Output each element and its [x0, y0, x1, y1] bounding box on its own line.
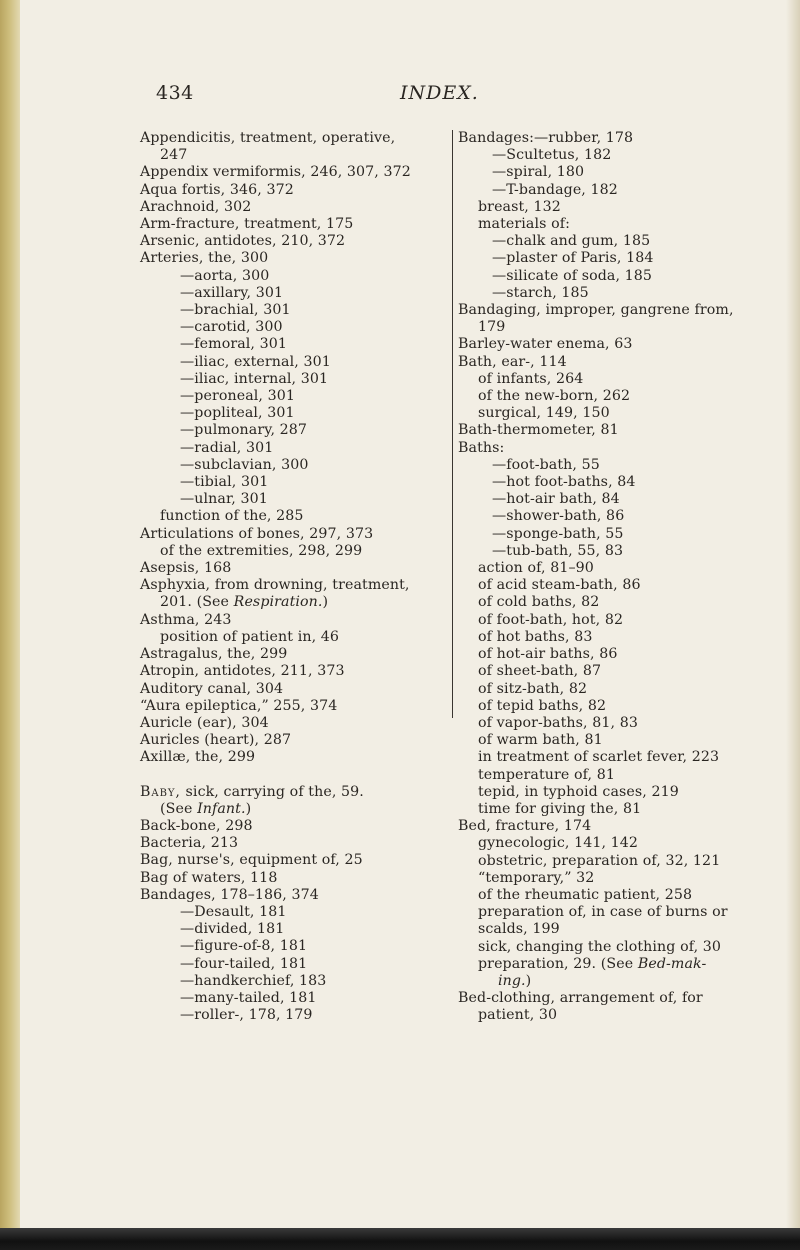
entry-text: of sitz-bath, 82: [478, 680, 588, 697]
index-entry: [140, 250, 444, 267]
entry-text: 247: [160, 147, 188, 164]
index-entry: [140, 268, 444, 285]
index-entry: [140, 457, 444, 474]
index-entry: [458, 818, 770, 835]
entry-text: position of patient in, 46: [160, 628, 340, 645]
index-entry: [140, 990, 444, 1007]
entry-text: —ulnar, 301: [180, 491, 268, 508]
entry-text: Bandages, 178–186, 374: [140, 886, 319, 903]
entry-text: —T-bandage, 182: [492, 181, 618, 198]
index-entry: [140, 749, 444, 766]
index-entry: [458, 990, 770, 1007]
index-entry: [140, 801, 444, 818]
entry-text: Auricle (ear), 304: [140, 714, 269, 731]
index-entry: [140, 285, 444, 302]
index-entry: [140, 921, 444, 938]
entry-text-suffix: ): [322, 594, 329, 611]
index-entry: [458, 285, 770, 302]
entry-text: —shower-bath, 86: [492, 508, 625, 525]
entry-text: Barley-water enema, 63: [458, 336, 633, 353]
page-header: [0, 82, 800, 112]
index-entry: [458, 681, 770, 698]
entry-text: —foot-bath, 55: [492, 456, 600, 473]
index-entry: [458, 302, 770, 319]
entry-text: —iliac, external, 301: [180, 353, 331, 370]
column-divider: [452, 130, 453, 718]
entry-text: (See: [160, 800, 198, 817]
index-entry: [458, 870, 770, 887]
index-entry: [140, 199, 444, 216]
index-entry: [140, 405, 444, 422]
entry-text: —iliac, internal, 301: [180, 370, 329, 387]
index-entry: [458, 164, 770, 181]
entry-text: Asepsis, 168: [140, 560, 232, 577]
entry-text: temperature of, 81: [478, 766, 615, 783]
index-entry: [458, 749, 770, 766]
index-entry: [140, 732, 444, 749]
entry-text: —spiral, 180: [492, 164, 585, 181]
index-entry: [458, 973, 770, 990]
index-entry: [140, 629, 444, 646]
index-entry: [140, 354, 444, 371]
index-entry: [458, 474, 770, 491]
entry-text: of tepid baths, 82: [478, 697, 607, 714]
entry-text: surgical, 149, 150: [478, 405, 610, 422]
index-entry: [458, 508, 770, 525]
index-entry: [140, 422, 444, 439]
index-entry: [458, 560, 770, 577]
entry-text: obstetric, preparation of, 32, 121: [478, 852, 721, 869]
index-entry: [140, 336, 444, 353]
entry-text: —subclavian, 300: [180, 456, 309, 473]
index-entry: [458, 939, 770, 956]
index-entry: [458, 457, 770, 474]
book-binding-edge: [0, 0, 20, 1250]
index-entry: [140, 1007, 444, 1024]
index-entry: [140, 319, 444, 336]
entry-text: —axillary, 301: [180, 284, 284, 301]
entry-text: —hot-air bath, 84: [492, 491, 620, 508]
entry-text: preparation of, in case of burns or: [478, 904, 728, 921]
index-entry: [458, 732, 770, 749]
entry-text: tepid, in typhoid cases, 219: [478, 783, 679, 800]
index-entry: [140, 594, 444, 611]
entry-text: of the rheumatic patient, 258: [478, 886, 693, 903]
index-entry: [458, 577, 770, 594]
entry-text: —carotid, 300: [180, 319, 283, 336]
index-entry: [458, 767, 770, 784]
index-entry: [458, 182, 770, 199]
entry-cross-reference: Bed-mak-: [637, 955, 707, 972]
index-entry: [458, 663, 770, 680]
entry-text: Arsenic, antidotes, 210, 372: [140, 233, 346, 250]
entry-text: —sponge-bath, 55: [492, 525, 624, 542]
index-entry: [458, 216, 770, 233]
entry-text: 201. (See: [160, 594, 234, 611]
index-entry: [458, 250, 770, 267]
entry-cross-reference: Respiration.: [233, 594, 323, 611]
entry-text: gynecologic, 141, 142: [478, 835, 639, 852]
entry-text: time for giving the, 81: [478, 800, 642, 817]
entry-text: of cold baths, 82: [478, 594, 600, 611]
entry-text: —Desault, 181: [180, 903, 287, 920]
entry-text: patient, 30: [478, 1007, 558, 1024]
index-entry: [140, 852, 444, 869]
entry-text: —handkerchief, 183: [180, 972, 327, 989]
entry-text-suffix: ): [245, 800, 252, 817]
entry-text: —radial, 301: [180, 439, 274, 456]
entry-cross-reference: ing.: [498, 972, 526, 989]
running-head: INDEX.: [400, 82, 479, 104]
index-entry: [140, 835, 444, 852]
index-entry: [140, 887, 444, 904]
index-entry: [140, 526, 444, 543]
index-entry: [458, 543, 770, 560]
entry-text: Bag, nurse's, equipment of, 25: [140, 852, 363, 869]
page-bottom-edge: [0, 1228, 800, 1250]
entry-text: of infants, 264: [478, 370, 584, 387]
index-entry: [140, 612, 444, 629]
index-entry: [458, 887, 770, 904]
index-entry: [458, 526, 770, 543]
index-entry: [458, 491, 770, 508]
entry-text: —chalk and gum, 185: [492, 233, 651, 250]
index-entry: [140, 681, 444, 698]
index-entry: [458, 646, 770, 663]
index-entry: [458, 147, 770, 164]
index-entry: [140, 388, 444, 405]
entry-text: —figure-of-8, 181: [180, 938, 308, 955]
index-entry: Baby, sick, carrying of the, 59.: [140, 783, 364, 800]
index-entry: [458, 440, 770, 457]
index-column-left: [140, 130, 444, 1024]
entry-text: Back-bone, 298: [140, 817, 253, 834]
index-entry: [458, 319, 770, 336]
entry-text: of acid steam-bath, 86: [478, 577, 641, 594]
entry-text: of sheet-bath, 87: [478, 663, 602, 680]
index-entry: [140, 818, 444, 835]
entry-text: Bacteria, 213: [140, 835, 239, 852]
entry-text: materials of:: [478, 216, 570, 233]
entry-text: Atropin, antidotes, 211, 373: [140, 663, 345, 680]
entry-text: Bandages:—rubber, 178: [458, 130, 634, 146]
index-entry: [458, 904, 770, 921]
index-entry: [458, 371, 770, 388]
entry-text: in treatment of scarlet fever, 223: [478, 749, 720, 766]
entry-text: scalds, 199: [478, 921, 560, 938]
index-entry: [458, 405, 770, 422]
entry-text: —tibial, 301: [180, 474, 269, 491]
entry-text: —plaster of Paris, 184: [492, 250, 654, 267]
index-entry: [140, 715, 444, 732]
entry-text: Appendix vermiformis, 246, 307, 372: [140, 164, 411, 181]
index-entry: [140, 543, 444, 560]
index-entry: [140, 216, 444, 233]
entry-text: —popliteal, 301: [180, 405, 295, 422]
entry-text: “temporary,” 32: [478, 869, 595, 886]
index-entry: [458, 422, 770, 439]
index-entry: [140, 182, 444, 199]
entry-text: sick, changing the clothing of, 30: [478, 938, 722, 955]
entry-text: Bandaging, improper, gangrene from,: [458, 302, 734, 319]
index-entry: [140, 302, 444, 319]
entry-text-suffix: ): [525, 972, 532, 989]
entry-text: Baths:: [458, 439, 505, 456]
entry-text: —aorta, 300: [180, 267, 270, 284]
index-entry: [140, 663, 444, 680]
entry-text: Appendicitis, treatment, operative,: [140, 130, 396, 146]
entry-text: of the extremities, 298, 299: [160, 542, 363, 559]
entry-text: Arm-fracture, treatment, 175: [140, 216, 354, 233]
index-entry: [140, 577, 444, 594]
index-entry: [140, 938, 444, 955]
index-entry: [458, 1007, 770, 1024]
entry-text: Aqua fortis, 346, 372: [140, 181, 294, 198]
index-entry: [140, 698, 444, 715]
entry-text: —pulmonary, 287: [180, 422, 308, 439]
index-entry: [458, 612, 770, 629]
index-entry: [140, 870, 444, 887]
index-entry: [140, 371, 444, 388]
entry-text: of vapor-baths, 81, 83: [478, 714, 638, 731]
index-entry: [458, 921, 770, 938]
entry-text: preparation, 29. (See: [478, 955, 638, 972]
index-entry: [140, 164, 444, 181]
index-entry: [458, 354, 770, 371]
entry-text: —divided, 181: [180, 921, 285, 938]
index-entry: [458, 130, 770, 147]
entry-text: Axillæ, the, 299: [140, 749, 256, 766]
index-entry: [458, 336, 770, 353]
entry-text: —hot foot-baths, 84: [492, 474, 636, 491]
entry-text: Bath, ear-, 114: [458, 353, 567, 370]
index-entry: [458, 801, 770, 818]
entry-text: action of, 81–90: [478, 560, 594, 577]
entry-text: Arachnoid, 302: [140, 198, 252, 215]
index-entry: [140, 130, 444, 147]
entry-text: —starch, 185: [492, 284, 589, 301]
entry-text: Arteries, the, 300: [140, 250, 269, 267]
entry-text: Articulations of bones, 297, 373: [140, 525, 374, 542]
index-entry: [458, 835, 770, 852]
index-entry: [458, 199, 770, 216]
entry-text: breast, 132: [478, 198, 561, 215]
index-entry: [458, 388, 770, 405]
entry-text: function of the, 285: [160, 508, 304, 525]
index-entry: [140, 233, 444, 250]
entry-text: —four-tailed, 181: [180, 955, 308, 972]
entry-text: Bed-clothing, arrangement of, for: [458, 990, 703, 1007]
index-entry: [140, 646, 444, 663]
index-entry: [458, 629, 770, 646]
entry-text: —roller-, 178, 179: [180, 1007, 313, 1024]
index-entry: [458, 956, 770, 973]
entry-headword: Baby,: [140, 783, 181, 800]
entry-text: —tub-bath, 55, 83: [492, 542, 624, 559]
index-entry: [458, 698, 770, 715]
entry-text: 179: [478, 319, 506, 336]
entry-text: —brachial, 301: [180, 302, 291, 319]
index-entry: [458, 268, 770, 285]
index-entry: [458, 594, 770, 611]
entry-text: —femoral, 301: [180, 336, 288, 353]
entry-text: of warm bath, 81: [478, 732, 603, 749]
entry-text: Astragalus, the, 299: [140, 646, 288, 663]
index-entry: [140, 474, 444, 491]
entry-text: of foot-bath, hot, 82: [478, 611, 624, 628]
entry-text: —silicate of soda, 185: [492, 267, 653, 284]
index-column-right: [458, 130, 770, 1025]
entry-text: of the new-born, 262: [478, 388, 631, 405]
index-entry: [140, 973, 444, 990]
entry-text: Bed, fracture, 174: [458, 818, 592, 835]
page-right-edge: [786, 0, 800, 1250]
entry-text: —many-tailed, 181: [180, 989, 317, 1006]
entry-text: —peroneal, 301: [180, 388, 296, 405]
index-entry: [140, 956, 444, 973]
index-entry: [140, 508, 444, 525]
entry-text: Bath-thermometer, 81: [458, 422, 619, 439]
index-entry: [140, 904, 444, 921]
index-entry: [458, 784, 770, 801]
entry-text: Asphyxia, from drowning, treatment,: [140, 577, 410, 594]
index-entry: [458, 715, 770, 732]
entry-text: of hot baths, 83: [478, 628, 593, 645]
entry-text: Bag of waters, 118: [140, 869, 278, 886]
entry-text: of hot-air baths, 86: [478, 646, 618, 663]
index-entry: [140, 560, 444, 577]
entry-text: Auditory canal, 304: [140, 680, 284, 697]
entry-text: Auricles (heart), 287: [140, 732, 292, 749]
entry-text: Asthma, 243: [140, 611, 232, 628]
entry-text: “Aura epileptica,” 255, 374: [140, 697, 338, 714]
index-entry: [458, 233, 770, 250]
index-entry: [140, 147, 444, 164]
entry-text: —Scultetus, 182: [492, 147, 612, 164]
index-entry: [140, 491, 444, 508]
entry-cross-reference: Infant.: [197, 800, 246, 817]
page-number: 434: [156, 82, 194, 104]
index-entry: [140, 440, 444, 457]
index-entry: [458, 853, 770, 870]
